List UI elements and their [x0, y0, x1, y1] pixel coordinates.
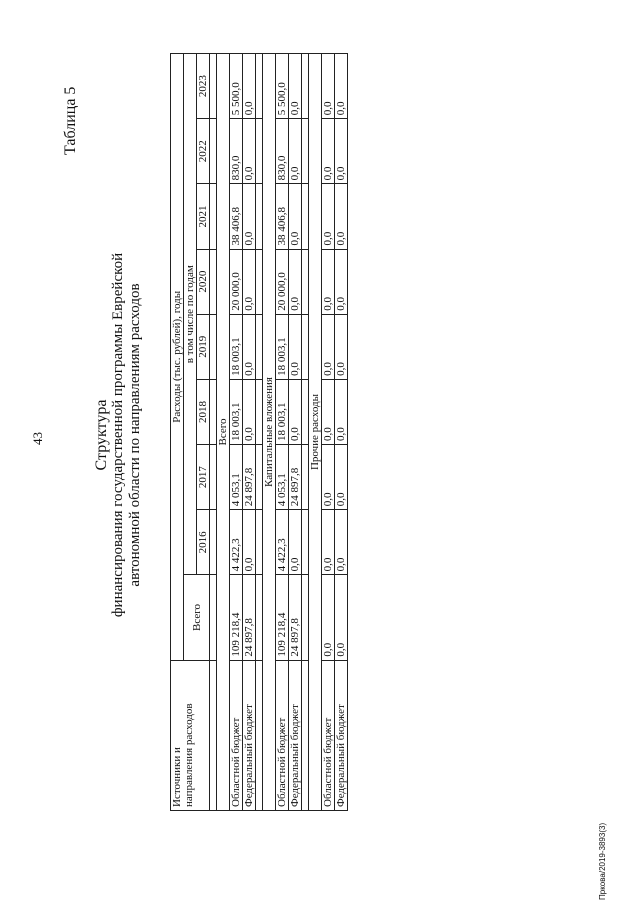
by-year-header: в том числе по годам [184, 54, 197, 575]
document-id: Пркова/2019-3893(3) [598, 822, 607, 900]
row-total: 109 218,4 [230, 575, 243, 660]
year-header-2023: 2023 [197, 54, 210, 119]
year-value-cell: 0,0 [335, 249, 348, 314]
year-header-2019: 2019 [197, 314, 210, 379]
row-total: 24 897,8 [243, 575, 256, 660]
year-value-cell: 38 406,8 [276, 184, 289, 249]
year-value-cell: 0,0 [289, 119, 302, 184]
year-value-cell: 0,0 [335, 119, 348, 184]
section-title-row [217, 54, 230, 811]
section-spacer [256, 54, 263, 811]
spacer-cell [210, 379, 217, 444]
spacer-cell [210, 314, 217, 379]
sources-header-line-2: направления расходов [183, 703, 195, 807]
table-row [276, 54, 289, 811]
year-value-cell: 0,0 [243, 184, 256, 249]
year-header-2018: 2018 [197, 379, 210, 444]
year-value-cell: 0,0 [289, 249, 302, 314]
year-value-cell: 0,0 [322, 445, 335, 510]
spacer-cell [256, 510, 263, 575]
title-line-2: финансирования государственной программы Еврейской [110, 252, 126, 618]
spacer-cell [302, 249, 309, 314]
year-header-2016: 2016 [197, 510, 210, 575]
spacer-cell [302, 510, 309, 575]
year-value-cell: 0,0 [322, 184, 335, 249]
section-spacer [302, 54, 309, 811]
section-title: Капитальные вложения [263, 54, 276, 811]
year-value-cell: 18 003,1 [230, 379, 243, 444]
row-label: Областной бюджет [322, 660, 335, 810]
spacer-cell [256, 660, 263, 810]
year-value-cell: 0,0 [289, 184, 302, 249]
year-value-cell: 0,0 [335, 379, 348, 444]
year-value-cell: 5 500,0 [230, 54, 243, 119]
table-row [322, 54, 335, 811]
spacer-cell [256, 54, 263, 119]
section-title-row [309, 54, 322, 811]
spacer-cell [210, 445, 217, 510]
year-value-cell: 0,0 [322, 314, 335, 379]
section-title: Всего [217, 54, 230, 811]
spacer-cell [302, 445, 309, 510]
year-value-cell: 0,0 [243, 379, 256, 444]
year-value-cell: 0,0 [322, 54, 335, 119]
row-label: Федеральный бюджет [243, 660, 256, 810]
year-value-cell: 18 003,1 [230, 314, 243, 379]
year-value-cell: 0,0 [322, 510, 335, 575]
spacer-cell [256, 445, 263, 510]
year-value-cell: 24 897,8 [289, 445, 302, 510]
table-row [335, 54, 348, 811]
section-title-row [263, 54, 276, 811]
table-row [243, 54, 256, 811]
row-label: Федеральный бюджет [335, 660, 348, 810]
total-header: Всего [184, 575, 210, 660]
year-value-cell: 5 500,0 [276, 54, 289, 119]
year-value-cell: 38 406,8 [230, 184, 243, 249]
row-total: 0,0 [322, 575, 335, 660]
year-value-cell: 0,0 [243, 54, 256, 119]
year-value-cell: 0,0 [335, 510, 348, 575]
year-value-cell: 0,0 [289, 54, 302, 119]
row-total: 24 897,8 [289, 575, 302, 660]
header-row-1 [171, 54, 184, 811]
title-block [93, 235, 144, 635]
table-row [289, 54, 302, 811]
section-title: Прочие расходы [309, 54, 322, 811]
year-value-cell: 24 897,8 [243, 445, 256, 510]
year-value-cell: 18 003,1 [276, 314, 289, 379]
table-row [230, 54, 243, 811]
year-value-cell: 0,0 [243, 314, 256, 379]
year-value-cell: 0,0 [335, 54, 348, 119]
spacer-cell [302, 314, 309, 379]
year-header-2017: 2017 [197, 445, 210, 510]
row-total: 109 218,4 [276, 575, 289, 660]
spacer-cell [256, 249, 263, 314]
table-label: Таблица 5 [62, 86, 79, 155]
year-value-cell: 0,0 [243, 119, 256, 184]
spacer-cell [210, 184, 217, 249]
spacer-cell [210, 575, 217, 660]
year-value-cell: 0,0 [243, 249, 256, 314]
year-value-cell: 0,0 [322, 119, 335, 184]
spacer-cell [256, 119, 263, 184]
year-value-cell: 0,0 [289, 510, 302, 575]
sources-header-line-1: Источники и [171, 747, 183, 807]
spacer-cell [256, 184, 263, 249]
year-value-cell: 4 053,1 [230, 445, 243, 510]
spacer-cell [302, 119, 309, 184]
spacer-cell [302, 660, 309, 810]
year-value-cell: 0,0 [243, 510, 256, 575]
year-value-cell: 0,0 [335, 314, 348, 379]
row-label: Областной бюджет [276, 660, 289, 810]
year-value-cell: 0,0 [289, 314, 302, 379]
spacer-cell [302, 575, 309, 660]
spacer-cell [210, 660, 217, 810]
expenses-header: Расходы (тыс. рублей), годы [171, 54, 184, 661]
row-total: 0,0 [335, 575, 348, 660]
year-header-2021: 2021 [197, 184, 210, 249]
year-value-cell: 20 000,0 [230, 249, 243, 314]
year-value-cell: 4 053,1 [276, 445, 289, 510]
year-value-cell: 0,0 [335, 445, 348, 510]
spacer-cell [302, 379, 309, 444]
year-header-2022: 2022 [197, 119, 210, 184]
year-value-cell: 0,0 [322, 379, 335, 444]
spacer-cell [210, 119, 217, 184]
year-value-cell: 4 422,3 [276, 510, 289, 575]
spacer-cell [302, 54, 309, 119]
year-value-cell: 20 000,0 [276, 249, 289, 314]
sources-header-cell [171, 660, 210, 810]
year-value-cell: 4 422,3 [230, 510, 243, 575]
year-value-cell: 0,0 [289, 379, 302, 444]
year-value-cell: 0,0 [322, 249, 335, 314]
spacer-cell [256, 314, 263, 379]
spacer-cell [210, 510, 217, 575]
row-label: Областной бюджет [230, 660, 243, 810]
spacer-cell [302, 184, 309, 249]
year-value-cell: 830,0 [276, 119, 289, 184]
year-header-2020: 2020 [197, 249, 210, 314]
spacer-cell [256, 575, 263, 660]
spacer-cell [256, 379, 263, 444]
spacer-cell [210, 249, 217, 314]
year-value-cell: 18 003,1 [276, 379, 289, 444]
page-number: 43 [30, 432, 45, 445]
title-line-1: Структура [93, 399, 110, 471]
spacer-cell [210, 54, 217, 119]
year-value-cell: 830,0 [230, 119, 243, 184]
year-value-cell: 0,0 [335, 184, 348, 249]
funding-structure-table [170, 53, 348, 811]
section-spacer [210, 54, 217, 811]
title-line-3: автономной области по направлениям расходов [127, 283, 143, 587]
row-label: Федеральный бюджет [289, 660, 302, 810]
